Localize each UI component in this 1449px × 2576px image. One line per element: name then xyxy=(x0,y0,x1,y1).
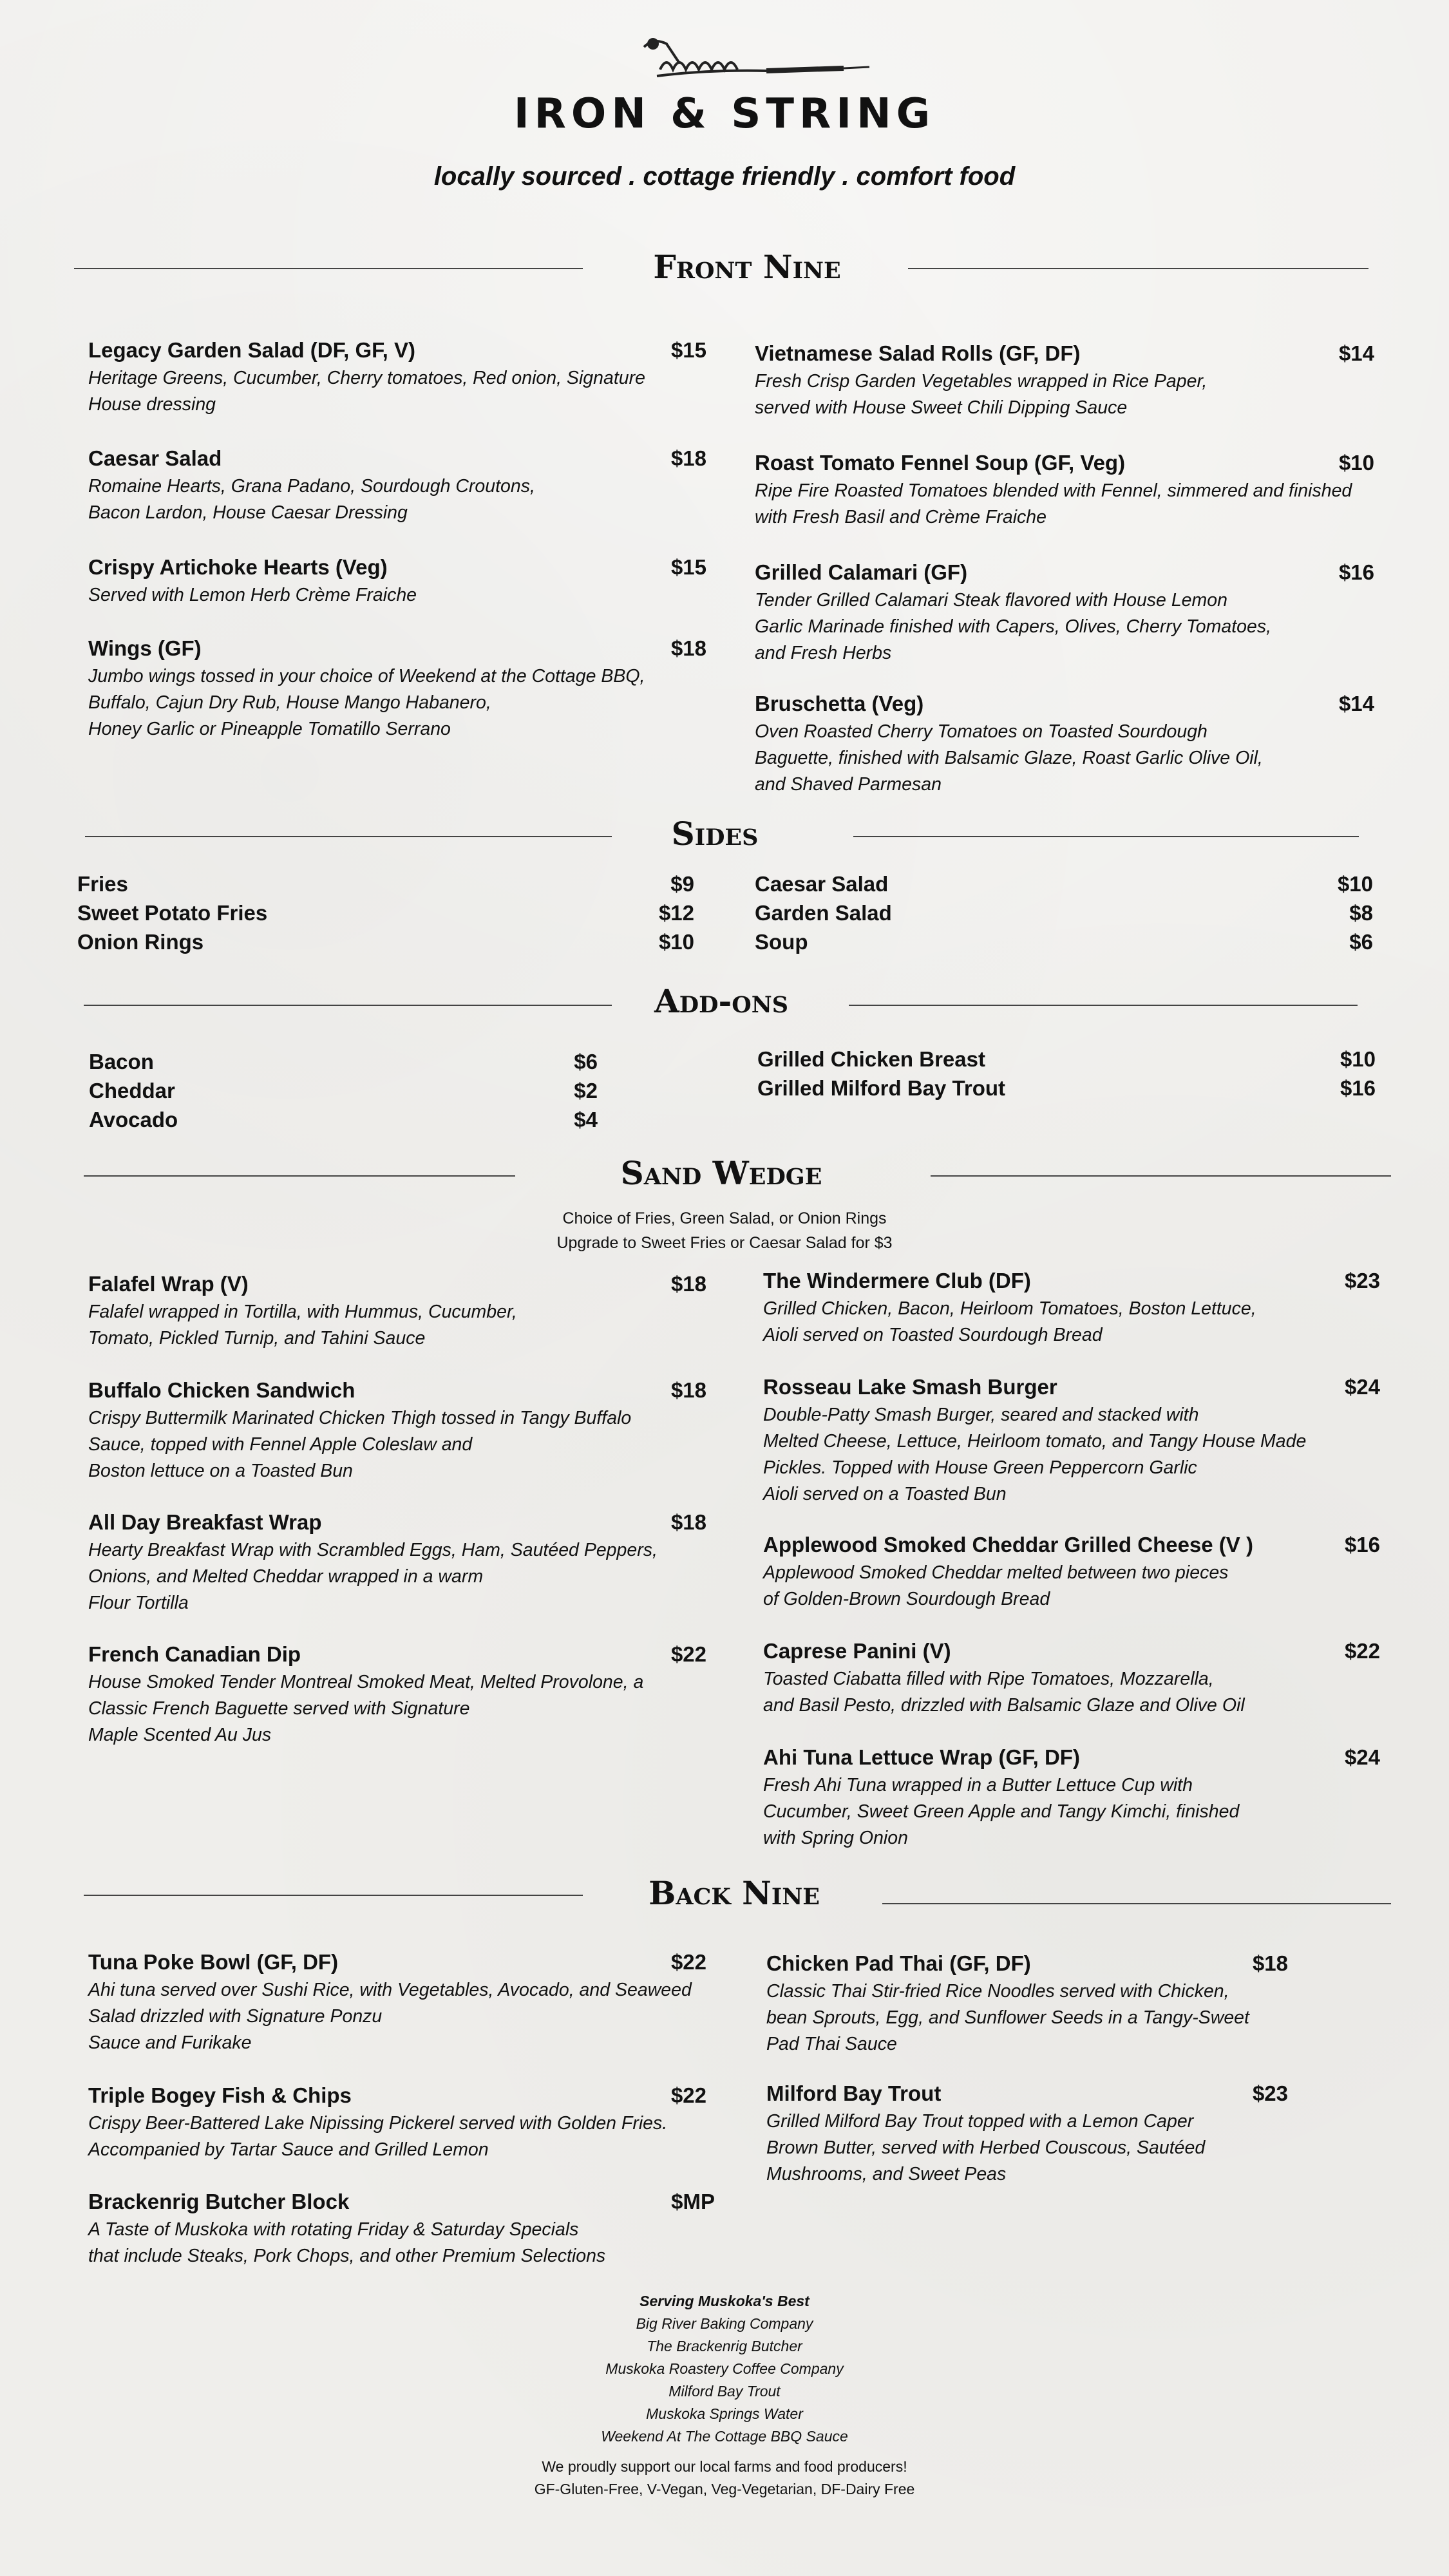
item-description: Double-Patty Smash Burger, seared and stacked with Melted Cheese, Lettuce, Heirloom tomato, and Tangy House Made Pickles. Topped with House Green Peppercorn Garlic Aioli served on a Toasted Bun xyxy=(763,1405,1307,1504)
item-price: $18 xyxy=(670,636,706,660)
menu-item xyxy=(88,555,706,609)
item-name: Vietnamese Salad Rolls (GF, DF) xyxy=(755,341,1081,365)
divider xyxy=(84,1005,612,1006)
menu-item xyxy=(88,1272,706,1352)
item-description: Toasted Ciabatta filled with Ripe Tomatoes, Mozzarella, and Basil Pesto, drizzled with Balsamic Glaze and Olive Oil xyxy=(763,1669,1245,1716)
list-item: Grilled Milford Bay Trout $16 xyxy=(757,1076,1376,1100)
divider xyxy=(882,1903,1391,1904)
item-description: Classic Thai Stir-fried Rice Noodles served with Chicken, bean Sprouts, Egg, and Sunflower Seeds in a Tangy-Sweet Pad Thai Sauce xyxy=(766,1981,1249,2054)
item-price: $16 xyxy=(1344,1533,1380,1557)
item-name: Wings (GF) xyxy=(88,636,202,660)
supplier-list: Big River Baking Company The Brackenrig Butcher Muskoka Roastery Coffee Company Milford Bay Trout Muskoka Springs Water Weekend At The Cottage BBQ Sauce xyxy=(601,2315,848,2445)
list-item: Avocado $4 xyxy=(89,1108,598,1132)
item-description: Fresh Crisp Garden Vegetables wrapped in Rice Paper, served with House Sweet Chili Dipping Sauce xyxy=(755,371,1208,418)
list-item: Sweet Potato Fries $12 xyxy=(77,901,694,925)
item-name: Applewood Smoked Cheddar Grilled Cheese (V ) xyxy=(763,1533,1253,1557)
item-price: $22 xyxy=(670,1642,706,1666)
item-name: Bruschetta (Veg) xyxy=(755,692,924,715)
item-name: Milford Bay Trout xyxy=(766,2081,942,2105)
list-item: Bacon $6 xyxy=(89,1050,598,1074)
footer xyxy=(0,2290,1449,2501)
item-description: Applewood Smoked Cheddar melted between two pieces of Golden-Brown Sourdough Bread xyxy=(763,1562,1229,1609)
item-price: $18 xyxy=(670,1378,706,1402)
item-price: $14 xyxy=(1338,341,1374,365)
sides-list-right xyxy=(755,869,1373,956)
tagline: locally sourced . cottage friendly . comfort food xyxy=(433,162,1016,191)
list-item: Cheddar $2 xyxy=(89,1079,598,1103)
item-price: $22 xyxy=(1344,1639,1380,1663)
item-description: Romaine Hearts, Grana Padano, Sourdough Croutons, Bacon Lardon, House Caesar Dressing xyxy=(88,476,535,523)
item-price: $18 xyxy=(1252,1951,1288,1975)
item-name: French Canadian Dip xyxy=(88,1642,301,1666)
item-name: Falafel Wrap (V) xyxy=(88,1272,249,1296)
item-price: $23 xyxy=(1252,2081,1288,2105)
menu-item xyxy=(755,341,1374,421)
item-description: Heritage Greens, Cucumber, Cherry tomatoes, Red onion, Signature House dressing xyxy=(88,368,645,415)
item-description: Crispy Beer-Battered Lake Nipissing Pickerel served with Golden Fries. Accompanied by Tartar Sauce and Grilled Lemon xyxy=(88,2113,668,2160)
menu-item xyxy=(88,338,706,418)
item-description: Ripe Fire Roasted Tomatoes blended with Fennel, simmered and finished with Fresh Basil and Crème Fraiche xyxy=(755,480,1352,527)
item-description: Crispy Buttermilk Marinated Chicken Thigh tossed in Tangy Buffalo Sauce, topped with Fennel Apple Coleslaw and Boston lettuce on a Toasted Bun xyxy=(88,1408,632,1481)
item-name: Caprese Panini (V) xyxy=(763,1639,951,1663)
item-description: Fresh Ahi Tuna wrapped in a Butter Lettuce Cup with Cucumber, Sweet Green Apple and Tangy Kimchi, finished with Spring Onion xyxy=(763,1775,1240,1848)
list-item: Onion Rings $10 xyxy=(77,930,694,954)
divider xyxy=(84,1895,583,1896)
menu-item xyxy=(88,2190,715,2269)
item-name: Chicken Pad Thai (GF, DF) xyxy=(766,1951,1031,1975)
item-price: $MP xyxy=(671,2190,715,2213)
menu-item xyxy=(88,446,706,526)
sides-choice-note: Choice of Fries, Green Salad, or Onion Rings Upgrade to Sweet Fries or Caesar Salad for $3 xyxy=(556,1209,893,1252)
divider xyxy=(85,836,612,837)
list-item: Grilled Chicken Breast $10 xyxy=(757,1047,1376,1071)
section-title-sand-wedge: Sand Wedge xyxy=(620,1154,822,1192)
menu-item xyxy=(88,1378,706,1484)
item-name: Triple Bogey Fish & Chips xyxy=(88,2083,352,2107)
item-price: $14 xyxy=(1338,692,1374,715)
item-name: Buffalo Chicken Sandwich xyxy=(88,1378,355,1402)
list-item: Soup $6 xyxy=(755,930,1373,954)
item-name: Rosseau Lake Smash Burger xyxy=(763,1375,1057,1399)
section-title-sides: Sides xyxy=(671,815,759,853)
menu-item xyxy=(766,2081,1288,2188)
divider xyxy=(908,268,1368,269)
divider xyxy=(84,1175,515,1177)
list-item: Caesar Salad $10 xyxy=(755,872,1373,896)
item-price: $16 xyxy=(1338,560,1374,584)
divider xyxy=(853,836,1359,837)
menu-item xyxy=(766,1951,1288,2058)
divider xyxy=(849,1005,1358,1006)
item-name: The Windermere Club (DF) xyxy=(763,1269,1031,1293)
item-description: Oven Roasted Cherry Tomatoes on Toasted Sourdough Baguette, finished with Balsamic Glaze, Roast Garlic Olive Oil, and Shaved Parmesan xyxy=(755,721,1263,795)
item-name: Ahi Tuna Lettuce Wrap (GF, DF) xyxy=(763,1745,1080,1769)
item-description: Falafel wrapped in Tortilla, with Hummus, Cucumber, Tomato, Pickled Turnip, and Tahini Sauce xyxy=(88,1302,517,1349)
item-name: Roast Tomato Fennel Soup (GF, Veg) xyxy=(755,451,1126,475)
menu-item xyxy=(755,560,1374,667)
item-price: $10 xyxy=(1338,451,1374,475)
item-price: $23 xyxy=(1344,1269,1380,1293)
menu-item xyxy=(88,1950,706,2056)
item-description: Grilled Milford Bay Trout topped with a Lemon Caper Brown Butter, served with Herbed Couscous, Sautéed Mushrooms, and Sweet Peas xyxy=(766,2111,1206,2184)
item-description: Tender Grilled Calamari Steak flavored with House Lemon Garlic Marinade finished with Capers, Olives, Cherry Tomatoes, and Fresh Herbs xyxy=(755,590,1272,663)
list-item: Garden Salad $8 xyxy=(755,901,1373,925)
item-price: $18 xyxy=(670,446,706,470)
menu-item xyxy=(763,1745,1380,1852)
section-title-back-nine: Back Nine xyxy=(649,1874,820,1912)
menu-item xyxy=(763,1269,1380,1349)
item-price: $22 xyxy=(670,2083,706,2107)
item-name: Caesar Salad xyxy=(88,446,222,470)
item-description: Jumbo wings tossed in your choice of Weekend at the Cottage BBQ, Buffalo, Cajun Dry Rub, House Mango Habanero, Honey Garlic or Pineapple Tomatillo Serrano xyxy=(88,666,645,739)
menu-item xyxy=(763,1639,1380,1719)
item-name: Legacy Garden Salad (DF, GF, V) xyxy=(88,338,415,362)
menu-item xyxy=(88,1642,706,1748)
menu-item xyxy=(88,1510,706,1616)
dietary-legend: GF-Gluten-Free, V-Vegan, Veg-Vegetarian, DF-Dairy Free xyxy=(534,2481,915,2497)
menu-item xyxy=(88,2083,706,2163)
support-note: We proudly support our local farms and food producers! xyxy=(542,2458,907,2475)
divider xyxy=(74,268,583,269)
item-description: A Taste of Muskoka with rotating Friday & Saturday Specials that include Steaks, Pork Chops, and other Premium Selections xyxy=(88,2219,606,2266)
item-price: $15 xyxy=(670,555,706,579)
addons-list-left xyxy=(89,1047,598,1134)
section-title-add-ons: Add-ons xyxy=(654,982,788,1020)
item-price: $15 xyxy=(670,338,706,362)
item-description: Hearty Breakfast Wrap with Scrambled Eggs, Ham, Sautéed Peppers, Onions, and Melted Cheddar wrapped in a warm Flour Tortilla xyxy=(88,1540,658,1613)
item-description: House Smoked Tender Montreal Smoked Meat, Melted Provolone, a Classic French Baguette served with Signature Maple Scented Au Jus xyxy=(88,1672,644,1745)
footer-heading: Serving Muskoka's Best xyxy=(639,2293,810,2309)
item-name: Grilled Calamari (GF) xyxy=(755,560,968,584)
section-title-front-nine: Front Nine xyxy=(653,248,841,286)
divider xyxy=(931,1175,1391,1177)
sides-list-left xyxy=(77,869,694,956)
item-name: Brackenrig Butcher Block xyxy=(88,2190,350,2213)
menu-item xyxy=(763,1533,1380,1613)
item-price: $24 xyxy=(1344,1745,1380,1769)
restaurant-name: IRON & STRING xyxy=(513,90,936,138)
item-description: Ahi tuna served over Sushi Rice, with Vegetables, Avocado, and Seaweed Salad drizzled with Signature Ponzu Sauce and Furikake xyxy=(88,1980,692,2053)
item-price: $18 xyxy=(670,1510,706,1534)
addons-list-right xyxy=(757,1045,1376,1103)
menu-item xyxy=(88,636,706,743)
item-price: $24 xyxy=(1344,1375,1380,1399)
item-name: All Day Breakfast Wrap xyxy=(88,1510,322,1534)
item-name: Tuna Poke Bowl (GF, DF) xyxy=(88,1950,339,1974)
item-name: Crispy Artichoke Hearts (Veg) xyxy=(88,555,388,579)
menu-item xyxy=(763,1375,1380,1508)
item-price: $22 xyxy=(670,1950,706,1974)
list-item: Fries $9 xyxy=(77,872,694,896)
item-price: $18 xyxy=(670,1272,706,1296)
menu-item xyxy=(755,451,1374,531)
item-description: Served with Lemon Herb Crème Fraiche xyxy=(88,585,417,605)
item-description: Grilled Chicken, Bacon, Heirloom Tomatoes, Boston Lettuce, Aioli served on Toasted Sourdough Bread xyxy=(763,1298,1256,1345)
menu-item xyxy=(755,692,1374,798)
